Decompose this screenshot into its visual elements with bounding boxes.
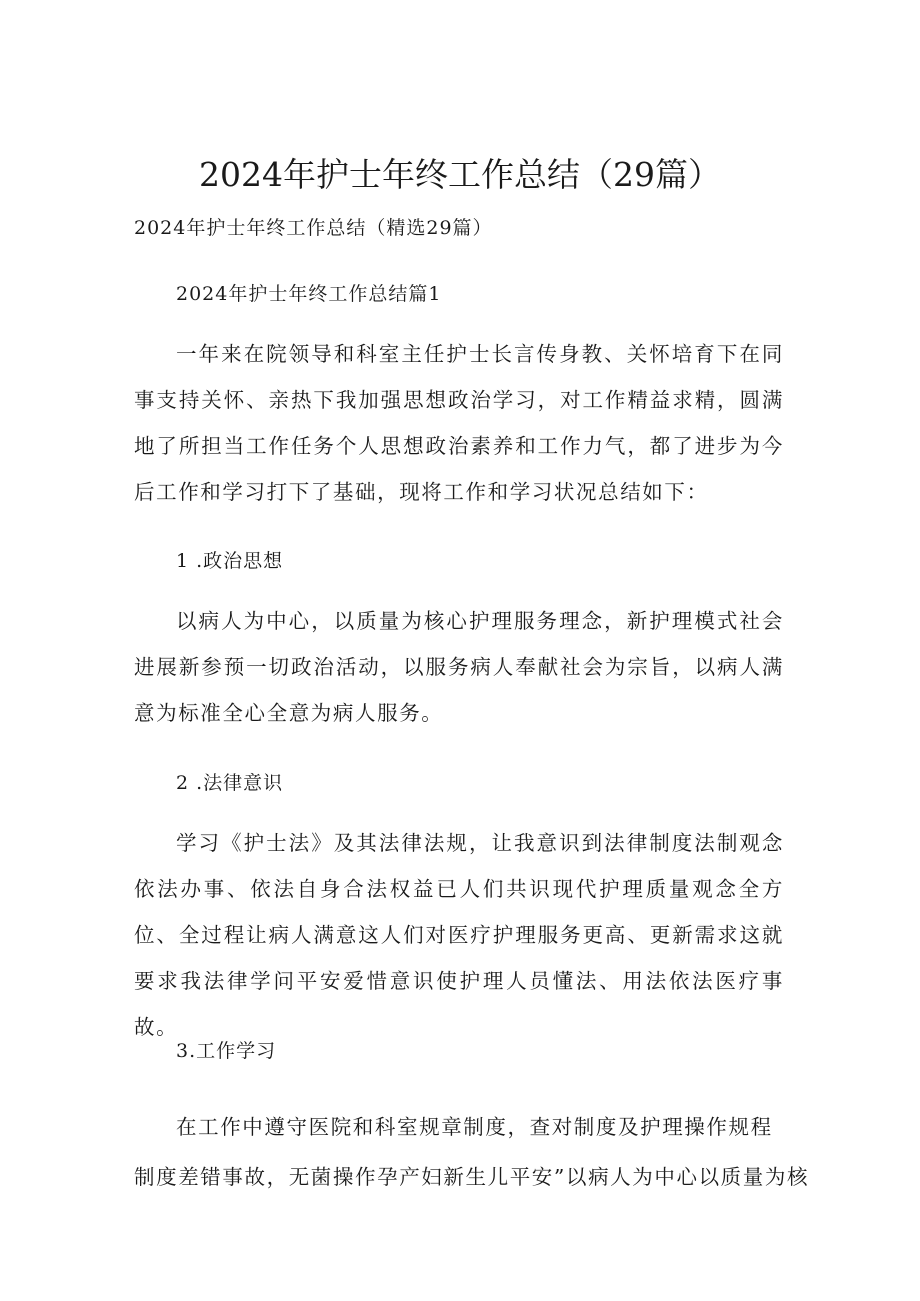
section-body-work-study-line-1: 在工作中遵守医院和科室规章制度，查对制度及护理操作规程 <box>176 1115 773 1139</box>
section-body-work-study-line-2: 制度差错事故，无菌操作孕产妇新生儿平安”以病人为中心以质量为核 <box>134 1165 810 1189</box>
section-body-politics: 以病人为中心，以质量为核心护理服务理念，新护理模式社会进展新参预一切政治活动，以服务病人奉献社会为宗旨，以病人满意为标准全心全意为病人服务。 <box>134 609 784 725</box>
document-title: 2024年护士年终工作总结（29篇） <box>199 155 721 194</box>
section-heading-work-study: 3.工作学习 <box>176 1040 277 1062</box>
section-heading-law: 2 .法律意识 <box>176 772 284 794</box>
document-subtitle: 2024年护士年终工作总结（精选29篇） <box>134 217 493 239</box>
chapter-heading: 2024年护士年终工作总结篇1 <box>176 283 442 305</box>
section-body-law: 学习《护士法》及其法律法规，让我意识到法律制度法制观念依法办事、依法自身合法权益已人们共识现代护理质量观念全方位、全过程让病人满意这人们对医疗护理服务更高、更新需求这就要求我法律学问平安爱惜意识使护理人员懂法、用法依法医疗事故。 <box>134 831 784 1039</box>
section-heading-politics: 1 .政治思想 <box>176 550 284 572</box>
intro-paragraph: 一年来在院领导和科室主任护士长言传身教、关怀培育下在同事支持关怀、亲热下我加强思想政治学习，对工作精益求精，圆满地了所担当工作任务个人思想政治素养和工作力气，都了进步为今后工作和学习打下了基础，现将工作和学习状况总结如下： <box>134 342 784 504</box>
